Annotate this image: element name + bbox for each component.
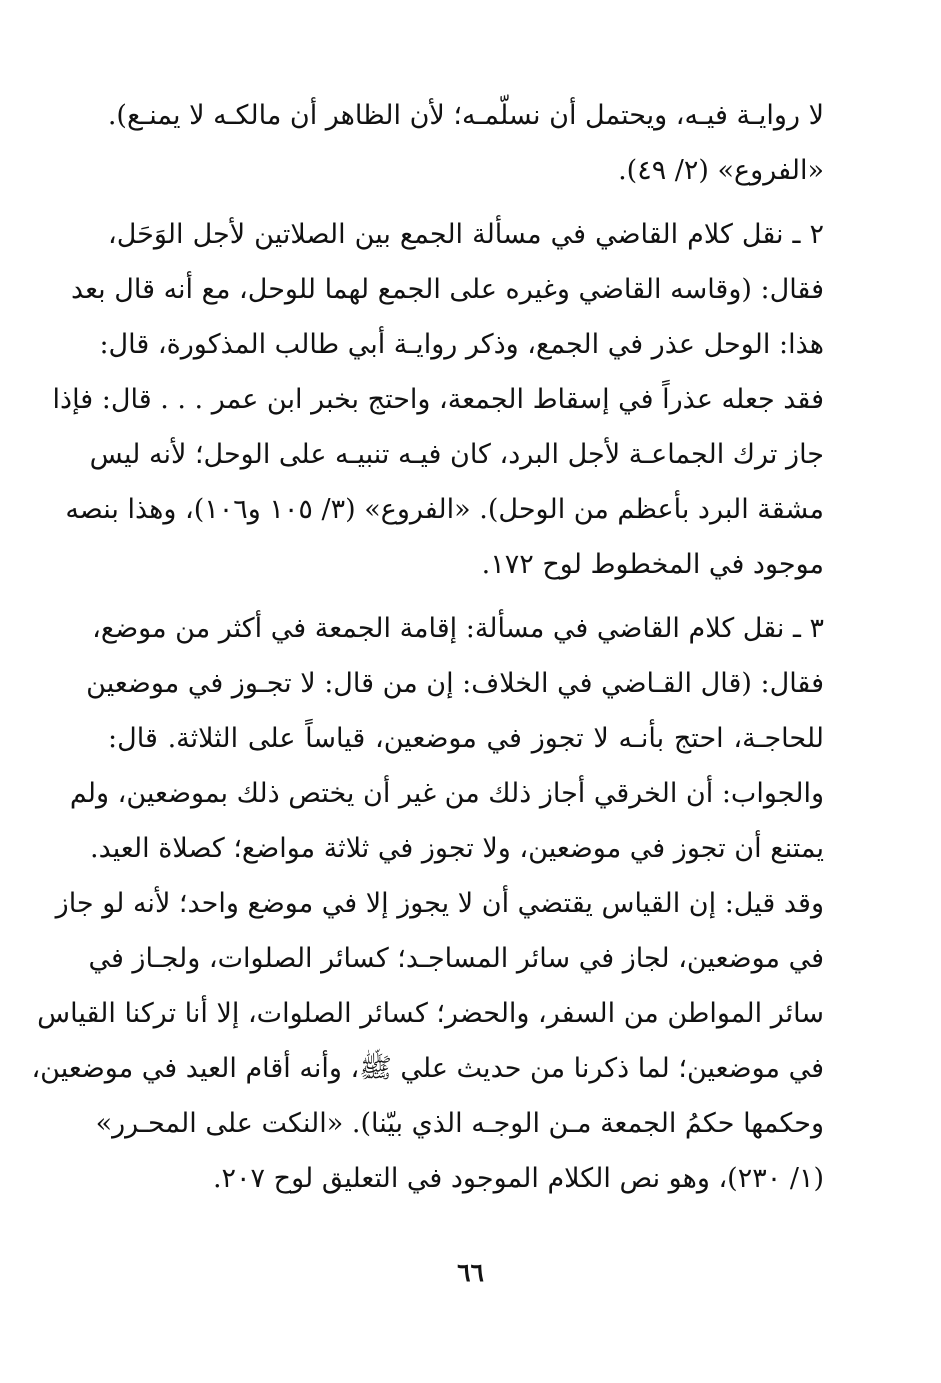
paragraph-2 — [52, 207, 824, 592]
text-line: فقال: (قال القـاضي في الخلاف: إن من قال: لا تجـوز في موضعين — [86, 668, 824, 699]
text-line: «الفروع» (٢/ ٤٩). — [618, 155, 824, 186]
text-line: لا روايـة فيـه، ويحتمل أن نسلّمـه؛ لأن الظاهر أن مالكـه لا يمنـع). — [107, 100, 824, 131]
text-line: وحكمها حكمُ الجمعة مـن الوجـه الذي بيّنا). «النكت على المحـرر» — [95, 1108, 824, 1139]
paragraph-1 — [108, 88, 824, 198]
text-line: في موضعين، لجاز في سائر المساجـد؛ كسائر الصلوات، ولجـاز في — [88, 943, 824, 974]
text-line: مشقة البرد بأعظم من الوحل). «الفروع» (٣/ ١٠٥ و١٠٦)، وهذا بنصه — [65, 494, 824, 525]
text-line: جاز ترك الجماعـة لأجل البرد، كان فيـه تنبيـه على الوحل؛ لأنه ليس — [89, 439, 824, 470]
text-line: والجواب: أن الخرقي أجاز ذلك من غير أن يختص ذلك بموضعين، ولم — [69, 778, 824, 809]
text-line: سائر المواطن من السفر، والحضر؛ كسائر الصلوات، إلا أنا تركنا القياس — [37, 998, 824, 1029]
text-line: يمتنع أن تجوز في موضعين، ولا تجوز في ثلاثة مواضع؛ كصلاة العيد. — [89, 833, 824, 864]
text-line: للحاجـة، احتج بأنـه لا تجوز في موضعين، قياساً على الثلاثة. قال: — [108, 723, 824, 754]
text-line: ٢ ـ نقل كلام القاضي في مسألة الجمع بين الصلاتين لأجل الوَحَل، — [108, 219, 824, 250]
text-line: (١/ ٢٣٠)، وهو نص الكلام الموجود في التعليق لوح ٢٠٧. — [212, 1163, 824, 1194]
page-number: ٦٦ — [457, 1258, 484, 1287]
text-line: فقد جعله عذراً في إسقاط الجمعة، واحتج بخبر ابن عمر . . . قال: فإذا — [52, 384, 824, 415]
text-line: في موضعين؛ لما ذكرنا من حديث علي ﷺ، وأنه أقام العيد في موضعين، — [31, 1053, 824, 1084]
text-line: فقال: (وقاسه القاضي وغيره على الجمع لهما للوحل، مع أنه قال بعد — [70, 274, 824, 305]
text-line: موجود في المخطوط لوح ١٧٢. — [481, 549, 824, 580]
paragraph-3 — [31, 601, 824, 1206]
text-line: هذا: الوحل عذر في الجمع، وذكر روايـة أبي طالب المذكورة، قال: — [99, 329, 824, 360]
page-body — [31, 88, 824, 1206]
text-line: ٣ ـ نقل كلام القاضي في مسألة: إقامة الجمعة في أكثر من موضع، — [92, 613, 824, 644]
text-line: وقد قيل: إن القياس يقتضي أن لا يجوز إلا في موضع واحد؛ لأنه لو جاز — [55, 888, 824, 919]
